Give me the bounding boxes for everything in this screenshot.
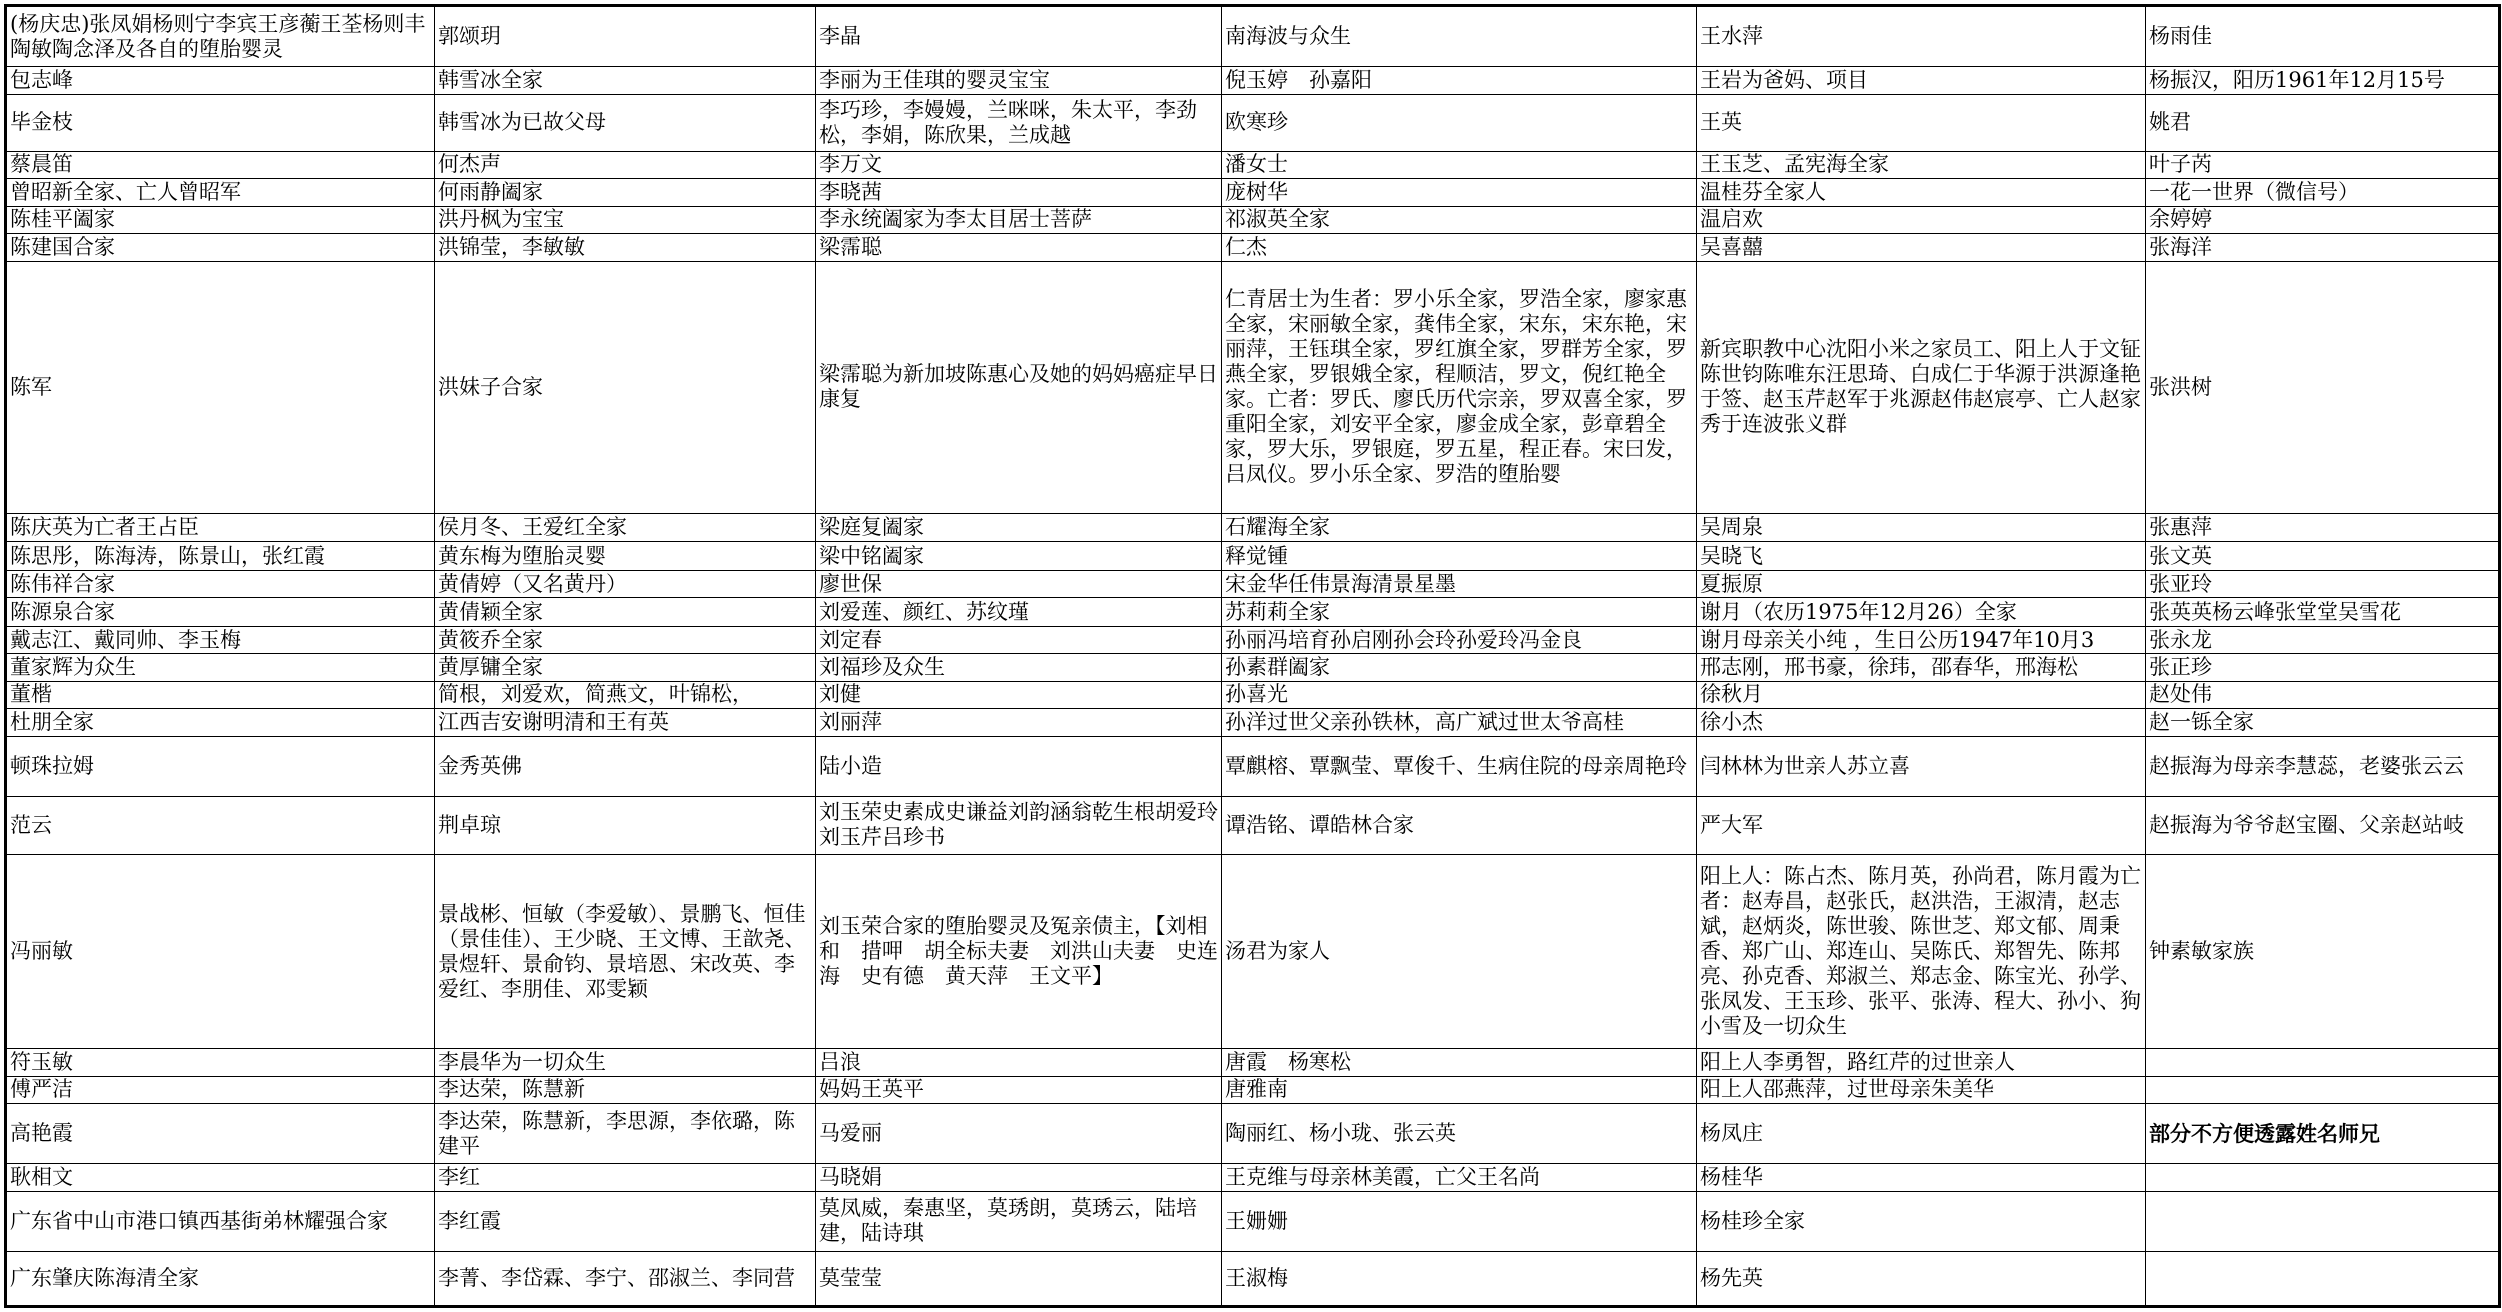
table-cell: 祁淑英全家 bbox=[1222, 206, 1697, 233]
table-row bbox=[6, 681, 2500, 708]
table-cell: 苏莉莉全家 bbox=[1222, 598, 1697, 627]
name-list-table bbox=[4, 4, 2501, 1308]
table-cell: 倪玉婷 孙嘉阳 bbox=[1222, 67, 1697, 94]
table-cell: 李菁、李岱霖、李宁、邵淑兰、李同营 bbox=[435, 1251, 816, 1306]
table-cell: 韩雪冰为已故父母 bbox=[435, 94, 816, 151]
table-cell: 黄倩颖全家 bbox=[435, 598, 816, 627]
table-cell: 高艳霞 bbox=[6, 1104, 435, 1164]
table-row bbox=[6, 709, 2500, 736]
table-cell: 谭浩铭、谭皓林合家 bbox=[1222, 796, 1697, 854]
table-cell: 董家辉为众生 bbox=[6, 654, 435, 681]
table-cell: 潘女士 bbox=[1222, 151, 1697, 178]
table-cell: 黄倩婷（又名黄丹） bbox=[435, 570, 816, 597]
table-cell: 张英英杨云峰张堂堂吴雪花 bbox=[2146, 598, 2500, 627]
table-cell: 刘定春 bbox=[816, 626, 1222, 653]
table-cell: 蔡晨笛 bbox=[6, 151, 435, 178]
table-cell: 杨先英 bbox=[1697, 1251, 2146, 1306]
table-cell: 宋金华任伟景海清景星墨 bbox=[1222, 570, 1697, 597]
table-cell: 李万文 bbox=[816, 151, 1222, 178]
table-cell: 王玉芝、孟宪海全家 bbox=[1697, 151, 2146, 178]
table-cell: 钟素敏家族 bbox=[2146, 854, 2500, 1048]
table-cell: 杨桂华 bbox=[1697, 1164, 2146, 1191]
table-cell: 唐霞 杨寒松 bbox=[1222, 1049, 1697, 1076]
table-cell: 耿相文 bbox=[6, 1164, 435, 1191]
table-cell: 石耀海全家 bbox=[1222, 513, 1697, 542]
table-cell: 符玉敏 bbox=[6, 1049, 435, 1076]
table-cell: 赵处伟 bbox=[2146, 681, 2500, 708]
table-cell: 张亚玲 bbox=[2146, 570, 2500, 597]
table-row bbox=[6, 598, 2500, 627]
table-cell: 吴喜囍 bbox=[1697, 234, 2146, 261]
table-cell: 广东省中山市港口镇西基街弟林耀强合家 bbox=[6, 1191, 435, 1251]
table-cell: 景战彬、恒敏（李爱敏）、景鹏飞、恒佳（景佳佳）、王少晓、王文博、王歆尧、景煜轩、景俞钧、景培恩、宋改英、李爱红、李朋佳、邓雯颖 bbox=[435, 854, 816, 1048]
table-cell: 杨桂珍全家 bbox=[1697, 1191, 2146, 1251]
table-cell: 张永龙 bbox=[2146, 626, 2500, 653]
table-row bbox=[6, 796, 2500, 854]
table-cell: 曾昭新全家、亡人曾昭军 bbox=[6, 179, 435, 206]
table-cell: 刘丽萍 bbox=[816, 709, 1222, 736]
table-cell: 王淑梅 bbox=[1222, 1251, 1697, 1306]
table-row bbox=[6, 234, 2500, 261]
table-cell: 仁青居士为生者：罗小乐全家，罗浩全家，廖家惠全家，宋丽敏全家，龚伟全家，宋东，宋东艳，宋丽萍，王钰琪全家，罗红旗全家，罗群芳全家，罗燕全家，罗银娥全家，程顺洁，罗文，倪红艳全家。亡者：罗氏、廖氏历代宗亲，罗双喜全家，罗重阳全家，刘安平全家，廖金成全家，彭章碧全家，罗大乐，罗银庭，罗五星，程正春。宋曰发，吕凤仪。罗小乐全家、罗浩的堕胎婴 bbox=[1222, 261, 1697, 513]
table-cell: 严大军 bbox=[1697, 796, 2146, 854]
table-cell: 范云 bbox=[6, 796, 435, 854]
table-row bbox=[6, 542, 2500, 571]
table-cell: 洪妹子合家 bbox=[435, 261, 816, 513]
table-cell: 庞树华 bbox=[1222, 179, 1697, 206]
table-cell: 仁杰 bbox=[1222, 234, 1697, 261]
table-cell: 杜朋全家 bbox=[6, 709, 435, 736]
table-cell: 陈思彤，陈海涛，陈景山，张红霞 bbox=[6, 542, 435, 571]
table-cell: 谢月（农历1975年12月26）全家 bbox=[1697, 598, 2146, 627]
table-cell: 李晓茜 bbox=[816, 179, 1222, 206]
table-row bbox=[6, 1049, 2500, 1076]
table-row bbox=[6, 179, 2500, 206]
table-cell: 刘玉荣史素成史谦益刘韵涵翁乾生根胡爱玲刘玉芹吕珍书 bbox=[816, 796, 1222, 854]
table-cell: 汤君为家人 bbox=[1222, 854, 1697, 1048]
table-cell: 李红 bbox=[435, 1164, 816, 1191]
table-cell: 新宾职教中心沈阳小米之家员工、阳上人于文钲陈世钧陈唯东汪思琦、白成仁于华源于洪源逢艳于签、赵玉芹赵军于兆源赵伟赵宸亭、亡人赵家秀于连波张义群 bbox=[1697, 261, 2146, 513]
table-cell: 郭颂玥 bbox=[435, 6, 816, 67]
table-cell: 徐小杰 bbox=[1697, 709, 2146, 736]
table-cell: 马晓娟 bbox=[816, 1164, 1222, 1191]
table-row bbox=[6, 513, 2500, 542]
table-cell: 杨凤庄 bbox=[1697, 1104, 2146, 1164]
table-cell bbox=[2146, 1049, 2500, 1076]
table-cell bbox=[2146, 1251, 2500, 1306]
table-row bbox=[6, 261, 2500, 513]
table-cell: 张惠萍 bbox=[2146, 513, 2500, 542]
table-cell: 侯月冬、王爱红全家 bbox=[435, 513, 816, 542]
table-cell: 洪锦莹，李敏敏 bbox=[435, 234, 816, 261]
table-cell: 陈桂平阖家 bbox=[6, 206, 435, 233]
table-cell: 顿珠拉姆 bbox=[6, 736, 435, 796]
table-cell: 李晨华为一切众生 bbox=[435, 1049, 816, 1076]
table-cell: 张洪树 bbox=[2146, 261, 2500, 513]
table-row bbox=[6, 1191, 2500, 1251]
table-cell: 唐雅南 bbox=[1222, 1076, 1697, 1103]
table-cell: 孙喜光 bbox=[1222, 681, 1697, 708]
table-cell: 王姗姗 bbox=[1222, 1191, 1697, 1251]
table-cell bbox=[2146, 1164, 2500, 1191]
table-cell: 马爱丽 bbox=[816, 1104, 1222, 1164]
table-cell: 陈庆英为亡者王占臣 bbox=[6, 513, 435, 542]
table-cell: 洪丹枫为宝宝 bbox=[435, 206, 816, 233]
table-cell: 欧寒珍 bbox=[1222, 94, 1697, 151]
table-cell: 陆小造 bbox=[816, 736, 1222, 796]
table-cell: 傅严洁 bbox=[6, 1076, 435, 1103]
table-cell: 梁霈聪为新加坡陈惠心及她的妈妈癌症早日康复 bbox=[816, 261, 1222, 513]
table-cell: 刘健 bbox=[816, 681, 1222, 708]
table-cell: 吴周泉 bbox=[1697, 513, 2146, 542]
table-row bbox=[6, 1104, 2500, 1164]
table-cell: 莫凤威，秦惠坚，莫琇朗，莫琇云，陆培建，陆诗琪 bbox=[816, 1191, 1222, 1251]
table-cell: 李晶 bbox=[816, 6, 1222, 67]
table-cell: 温桂芬全家人 bbox=[1697, 179, 2146, 206]
table-body bbox=[6, 6, 2500, 1307]
table-cell: 孙丽冯培育孙启刚孙会玲孙爱玲冯金良 bbox=[1222, 626, 1697, 653]
table-cell: 阳上人李勇智，路红芹的过世亲人 bbox=[1697, 1049, 2146, 1076]
table-cell: (杨庆忠)张凤娟杨则宁李宾王彦蘅王荃杨则丰陶敏陶念泽及各自的堕胎婴灵 bbox=[6, 6, 435, 67]
table-row bbox=[6, 854, 2500, 1048]
table-cell: 李达荣，陈慧新，李思源，李依璐，陈建平 bbox=[435, 1104, 816, 1164]
table-cell: 陈源泉合家 bbox=[6, 598, 435, 627]
table-cell: 吴晓飞 bbox=[1697, 542, 2146, 571]
table-cell: 温启欢 bbox=[1697, 206, 2146, 233]
table-cell: 赵一铄全家 bbox=[2146, 709, 2500, 736]
table-row bbox=[6, 94, 2500, 151]
table-cell: 黄东梅为堕胎灵婴 bbox=[435, 542, 816, 571]
table-cell: 陈军 bbox=[6, 261, 435, 513]
table-cell bbox=[2146, 1191, 2500, 1251]
table-cell: 赵振海为母亲李慧蕊，老婆张云云 bbox=[2146, 736, 2500, 796]
table-cell: 南海波与众生 bbox=[1222, 6, 1697, 67]
table-cell: 黄筱乔全家 bbox=[435, 626, 816, 653]
table-cell bbox=[2146, 1076, 2500, 1103]
table-cell: 王英 bbox=[1697, 94, 2146, 151]
table-row bbox=[6, 1164, 2500, 1191]
table-cell: 董楷 bbox=[6, 681, 435, 708]
table-cell: 江西吉安谢明清和王有英 bbox=[435, 709, 816, 736]
table-cell: 戴志江、戴同帅、李玉梅 bbox=[6, 626, 435, 653]
table-cell: 王克维与母亲林美霞，亡父王名尚 bbox=[1222, 1164, 1697, 1191]
table-cell: 刘玉荣合家的堕胎婴灵及冤亲债主，【刘相和 措呷 胡全标夫妻 刘洪山夫妻 史连海 史有德 黄天萍 王文平】 bbox=[816, 854, 1222, 1048]
table-cell: 姚君 bbox=[2146, 94, 2500, 151]
table-cell: 赵振海为爷爷赵宝圈、父亲赵站岐 bbox=[2146, 796, 2500, 854]
table-cell: 包志峰 bbox=[6, 67, 435, 94]
table-cell: 妈妈王英平 bbox=[816, 1076, 1222, 1103]
table-cell: 何雨静阖家 bbox=[435, 179, 816, 206]
table-cell: 一花一世界（微信号） bbox=[2146, 179, 2500, 206]
table-cell: 徐秋月 bbox=[1697, 681, 2146, 708]
table-cell: 何杰声 bbox=[435, 151, 816, 178]
table-row bbox=[6, 1076, 2500, 1103]
table-cell: 毕金枝 bbox=[6, 94, 435, 151]
table-row bbox=[6, 1251, 2500, 1306]
table-cell: 陈伟祥合家 bbox=[6, 570, 435, 597]
table-cell: 张文英 bbox=[2146, 542, 2500, 571]
table-cell: 王水萍 bbox=[1697, 6, 2146, 67]
table-cell: 覃麒榕、覃飘莹、覃俊千、生病住院的母亲周艳玲 bbox=[1222, 736, 1697, 796]
table-cell: 荆卓琼 bbox=[435, 796, 816, 854]
table-row bbox=[6, 570, 2500, 597]
table-cell: 阳上人：陈占杰、陈月英，孙尚君，陈月霞为亡者：赵寿昌，赵张氏，赵洪浩，王淑清，赵志斌，赵炳炎，陈世骏、陈世芝、郑文郁、周秉香、郑广山、郑连山、吴陈氏、郑智先、陈邦亮、孙克香、郑淑兰、郑志金、陈宝光、孙学、张凤发、王玉珍、张平、张涛、程大、孙小、狗小雪及一切众生 bbox=[1697, 854, 2146, 1048]
table-cell: 释觉锺 bbox=[1222, 542, 1697, 571]
table-row bbox=[6, 626, 2500, 653]
table-cell: 梁中铭阖家 bbox=[816, 542, 1222, 571]
table-cell: 李丽为王佳琪的婴灵宝宝 bbox=[816, 67, 1222, 94]
table-cell: 孙素群阖家 bbox=[1222, 654, 1697, 681]
table-cell: 简根，刘爱欢，简燕文，叶锦松， bbox=[435, 681, 816, 708]
table-cell: 金秀英佛 bbox=[435, 736, 816, 796]
table-row bbox=[6, 6, 2500, 67]
table-cell: 梁霈聪 bbox=[816, 234, 1222, 261]
table-cell: 余婷婷 bbox=[2146, 206, 2500, 233]
table-row bbox=[6, 206, 2500, 233]
table-cell: 杨振汉，阳历1961年12月15号 bbox=[2146, 67, 2500, 94]
table-cell: 广东肇庆陈海清全家 bbox=[6, 1251, 435, 1306]
table-cell: 韩雪冰全家 bbox=[435, 67, 816, 94]
table-cell: 杨雨佳 bbox=[2146, 6, 2500, 67]
table-cell: 陶丽红、杨小珑、张云英 bbox=[1222, 1104, 1697, 1164]
table-cell: 张海洋 bbox=[2146, 234, 2500, 261]
table-cell: 陈建国合家 bbox=[6, 234, 435, 261]
table-row bbox=[6, 67, 2500, 94]
table-row bbox=[6, 654, 2500, 681]
table-cell: 孙洋过世父亲孙铁林，高广斌过世太爷高桂 bbox=[1222, 709, 1697, 736]
table-cell: 李永统阖家为李太目居士菩萨 bbox=[816, 206, 1222, 233]
table-cell: 邢志刚，邢书豪，徐玮，邵春华，邢海松 bbox=[1697, 654, 2146, 681]
table-cell: 叶子芮 bbox=[2146, 151, 2500, 178]
table-cell: 廖世保 bbox=[816, 570, 1222, 597]
table-cell: 夏振原 bbox=[1697, 570, 2146, 597]
table-cell: 王岩为爸妈、项目 bbox=[1697, 67, 2146, 94]
table-cell: 闫林林为世亲人苏立喜 bbox=[1697, 736, 2146, 796]
table-cell: 梁庭复阖家 bbox=[816, 513, 1222, 542]
table-cell: 吕浪 bbox=[816, 1049, 1222, 1076]
table-cell: 阳上人邵燕萍，过世母亲朱美华 bbox=[1697, 1076, 2146, 1103]
table-cell: 李达荣，陈慧新 bbox=[435, 1076, 816, 1103]
table-cell: 黄厚镛全家 bbox=[435, 654, 816, 681]
table-cell: 冯丽敏 bbox=[6, 854, 435, 1048]
table-cell: 李巧珍，李嫚嫚，兰咪咪，朱太平，李劲松，李娟，陈欣果，兰成越 bbox=[816, 94, 1222, 151]
table-cell: 李红霞 bbox=[435, 1191, 816, 1251]
table-cell: 谢月母亲关小纯 ，生日公历1947年10月3 bbox=[1697, 626, 2146, 653]
table-cell: 刘爱莲、颜红、苏纹瑾 bbox=[816, 598, 1222, 627]
table-cell: 部分不方便透露姓名师兄 bbox=[2146, 1104, 2500, 1164]
table-cell: 莫莹莹 bbox=[816, 1251, 1222, 1306]
table-row bbox=[6, 736, 2500, 796]
table-cell: 张正珍 bbox=[2146, 654, 2500, 681]
table-cell: 刘福珍及众生 bbox=[816, 654, 1222, 681]
table-row bbox=[6, 151, 2500, 178]
